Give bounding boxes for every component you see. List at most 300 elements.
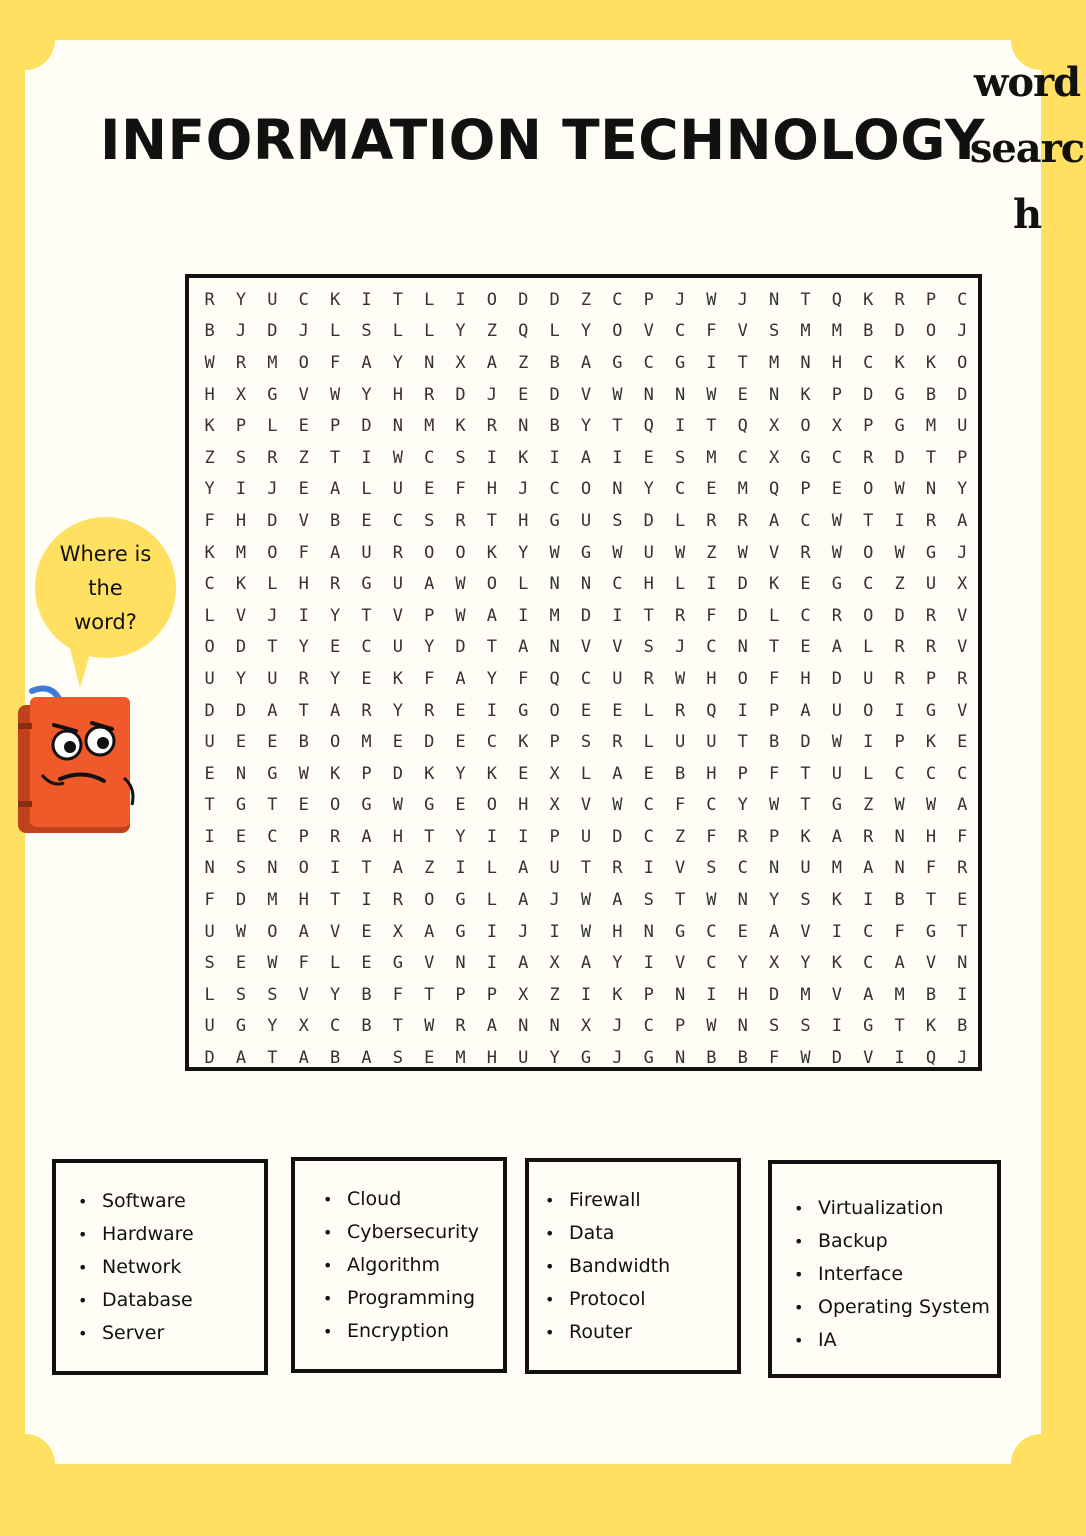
grid-letter[interactable]: T <box>674 890 686 911</box>
grid-letter[interactable]: K <box>925 1016 937 1037</box>
grid-letter[interactable]: C <box>329 1016 341 1037</box>
grid-letter[interactable]: O <box>612 321 623 342</box>
grid-letter[interactable]: L <box>392 321 403 342</box>
grid-letter[interactable]: C <box>392 510 403 531</box>
grid-letter[interactable]: I <box>549 447 560 468</box>
grid-letter[interactable]: D <box>831 1048 842 1069</box>
grid-letter[interactable]: B <box>769 732 780 753</box>
grid-letter[interactable]: I <box>455 289 466 310</box>
grid-letter[interactable]: O <box>925 321 937 342</box>
grid-letter[interactable]: K <box>518 447 529 468</box>
grid-letter[interactable]: F <box>674 795 686 816</box>
grid-letter[interactable]: Y <box>329 668 341 689</box>
grid-letter[interactable]: W <box>706 289 717 310</box>
grid-letter[interactable]: Q <box>737 416 748 437</box>
grid-letter[interactable]: P <box>643 984 654 1005</box>
grid-letter[interactable]: S <box>361 321 372 342</box>
grid-letter[interactable]: R <box>957 668 968 689</box>
grid-letter[interactable]: P <box>455 984 466 1005</box>
grid-letter[interactable]: B <box>674 763 686 784</box>
grid-letter[interactable]: A <box>361 826 372 847</box>
grid-letter[interactable]: K <box>831 890 842 911</box>
grid-letter[interactable]: H <box>392 384 403 405</box>
grid-letter[interactable]: W <box>424 1016 435 1037</box>
grid-letter[interactable]: I <box>580 984 592 1005</box>
grid-letter[interactable]: Y <box>737 795 748 816</box>
grid-letter[interactable]: E <box>235 953 247 974</box>
grid-letter[interactable]: Z <box>580 289 592 310</box>
grid-letter[interactable]: T <box>204 795 215 816</box>
grid-letter[interactable]: R <box>361 700 372 721</box>
grid-letter[interactable]: K <box>329 289 341 310</box>
grid-letter[interactable]: O <box>800 416 811 437</box>
grid-letter[interactable]: I <box>361 447 372 468</box>
grid-letter[interactable]: R <box>392 542 403 563</box>
grid-letter[interactable]: X <box>957 574 968 595</box>
grid-letter[interactable]: S <box>204 953 215 974</box>
grid-letter[interactable]: U <box>204 732 215 753</box>
grid-letter[interactable]: T <box>267 795 278 816</box>
grid-letter[interactable]: V <box>392 605 403 626</box>
grid-letter[interactable]: U <box>267 289 278 310</box>
grid-letter[interactable]: D <box>424 732 435 753</box>
grid-letter[interactable]: F <box>706 605 717 626</box>
grid-letter[interactable]: K <box>392 668 403 689</box>
grid-letter[interactable]: L <box>643 700 654 721</box>
grid-letter[interactable]: I <box>486 700 498 721</box>
grid-letter[interactable]: T <box>706 416 717 437</box>
grid-letter[interactable]: C <box>486 732 498 753</box>
grid-letter[interactable]: X <box>298 1016 309 1037</box>
grid-letter[interactable]: D <box>267 510 278 531</box>
grid-letter[interactable]: F <box>204 890 215 911</box>
grid-letter[interactable]: C <box>549 479 560 500</box>
grid-letter[interactable]: Y <box>267 1016 278 1037</box>
grid-letter[interactable]: P <box>737 763 748 784</box>
grid-letter[interactable]: Y <box>361 384 372 405</box>
grid-letter[interactable]: J <box>957 542 968 563</box>
grid-letter[interactable]: C <box>643 352 654 373</box>
grid-letter[interactable]: U <box>674 732 686 753</box>
grid-letter[interactable]: O <box>424 542 435 563</box>
grid-letter[interactable]: Y <box>612 953 623 974</box>
grid-letter[interactable]: D <box>737 574 748 595</box>
grid-letter[interactable]: U <box>957 416 968 437</box>
grid-letter[interactable]: W <box>769 795 780 816</box>
grid-letter[interactable]: L <box>643 732 654 753</box>
grid-letter[interactable]: C <box>863 352 874 373</box>
grid-letter[interactable]: N <box>674 1048 686 1069</box>
grid-letter[interactable]: U <box>925 574 937 595</box>
grid-letter[interactable]: D <box>518 289 529 310</box>
grid-letter[interactable]: J <box>298 321 309 342</box>
grid-letter[interactable]: O <box>267 921 278 942</box>
grid-letter[interactable]: O <box>329 795 341 816</box>
grid-letter[interactable]: N <box>518 416 529 437</box>
grid-letter[interactable]: N <box>455 953 466 974</box>
grid-letter[interactable]: S <box>392 1048 403 1069</box>
grid-letter[interactable]: A <box>329 479 341 500</box>
grid-letter[interactable]: M <box>737 479 748 500</box>
grid-letter[interactable]: Y <box>549 1048 560 1069</box>
grid-letter[interactable]: E <box>204 763 215 784</box>
grid-letter[interactable]: E <box>267 732 278 753</box>
grid-letter[interactable]: F <box>392 984 403 1005</box>
grid-letter[interactable]: P <box>643 289 654 310</box>
grid-letter[interactable]: Y <box>298 637 309 658</box>
grid-letter[interactable]: U <box>204 668 215 689</box>
grid-letter[interactable]: U <box>392 637 403 658</box>
grid-letter[interactable]: F <box>298 953 309 974</box>
grid-letter[interactable]: I <box>298 605 309 626</box>
grid-letter[interactable]: G <box>643 1048 654 1069</box>
grid-letter[interactable]: Q <box>518 321 529 342</box>
grid-letter[interactable]: C <box>800 510 811 531</box>
grid-letter[interactable]: H <box>235 510 247 531</box>
grid-letter[interactable]: I <box>894 1048 905 1069</box>
grid-letter[interactable]: V <box>298 510 309 531</box>
grid-letter[interactable]: U <box>580 510 592 531</box>
grid-letter[interactable]: B <box>549 352 560 373</box>
grid-letter[interactable]: I <box>612 605 623 626</box>
grid-letter[interactable]: L <box>863 637 874 658</box>
grid-letter[interactable]: E <box>800 574 811 595</box>
grid-letter[interactable]: A <box>580 352 592 373</box>
grid-letter[interactable]: E <box>612 700 623 721</box>
grid-letter[interactable]: O <box>329 732 341 753</box>
grid-letter[interactable]: H <box>643 574 654 595</box>
grid-letter[interactable]: N <box>549 637 560 658</box>
grid-letter[interactable]: W <box>674 542 686 563</box>
grid-letter[interactable]: I <box>549 921 560 942</box>
grid-letter[interactable]: D <box>643 510 654 531</box>
grid-letter[interactable]: G <box>925 542 937 563</box>
grid-letter[interactable]: W <box>674 668 686 689</box>
grid-letter[interactable]: T <box>800 795 811 816</box>
grid-letter[interactable]: A <box>612 890 623 911</box>
grid-letter[interactable]: B <box>361 1016 372 1037</box>
grid-letter[interactable]: R <box>831 605 842 626</box>
grid-letter[interactable]: C <box>863 574 874 595</box>
grid-letter[interactable]: R <box>863 826 874 847</box>
grid-letter[interactable]: G <box>800 447 811 468</box>
grid-letter[interactable]: H <box>706 668 717 689</box>
grid-letter[interactable]: S <box>612 510 623 531</box>
grid-letter[interactable]: T <box>424 984 435 1005</box>
grid-letter[interactable]: F <box>455 479 466 500</box>
grid-letter[interactable]: P <box>863 416 874 437</box>
grid-letter[interactable]: Y <box>580 321 592 342</box>
grid-letter[interactable]: D <box>204 700 215 721</box>
grid-letter[interactable]: B <box>925 984 937 1005</box>
grid-letter[interactable]: P <box>925 289 937 310</box>
grid-letter[interactable]: N <box>549 1016 560 1037</box>
grid-letter[interactable]: C <box>643 1016 654 1037</box>
grid-letter[interactable]: Q <box>769 479 780 500</box>
grid-letter[interactable]: U <box>831 763 842 784</box>
grid-letter[interactable]: W <box>235 921 247 942</box>
grid-letter[interactable]: T <box>361 605 372 626</box>
grid-letter[interactable]: W <box>612 795 623 816</box>
grid-letter[interactable]: A <box>518 953 529 974</box>
grid-letter[interactable]: N <box>424 352 435 373</box>
grid-letter[interactable]: R <box>612 732 623 753</box>
grid-letter[interactable]: R <box>800 542 811 563</box>
grid-letter[interactable]: L <box>329 321 341 342</box>
grid-letter[interactable]: W <box>455 605 466 626</box>
grid-letter[interactable]: V <box>612 637 623 658</box>
grid-letter[interactable]: R <box>329 574 341 595</box>
grid-letter[interactable]: S <box>235 858 247 879</box>
grid-letter[interactable]: L <box>486 858 498 879</box>
grid-letter[interactable]: A <box>486 1016 498 1037</box>
grid-letter[interactable]: G <box>674 352 686 373</box>
grid-letter[interactable]: N <box>674 984 686 1005</box>
grid-letter[interactable]: O <box>455 542 466 563</box>
grid-letter[interactable]: R <box>329 826 341 847</box>
grid-letter[interactable]: M <box>800 321 811 342</box>
grid-letter[interactable]: W <box>580 921 592 942</box>
grid-letter[interactable]: F <box>298 542 309 563</box>
grid-letter[interactable]: Y <box>424 637 435 658</box>
grid-letter[interactable]: E <box>518 763 529 784</box>
grid-letter[interactable]: S <box>235 447 247 468</box>
grid-letter[interactable]: I <box>863 732 874 753</box>
grid-letter[interactable]: B <box>706 1048 717 1069</box>
grid-letter[interactable]: T <box>486 637 498 658</box>
grid-letter[interactable]: F <box>894 921 905 942</box>
grid-letter[interactable]: V <box>674 953 686 974</box>
grid-letter[interactable]: F <box>769 668 780 689</box>
grid-letter[interactable]: J <box>957 321 968 342</box>
grid-letter[interactable]: N <box>800 352 811 373</box>
grid-letter[interactable]: S <box>455 447 466 468</box>
grid-letter[interactable]: T <box>894 1016 905 1037</box>
grid-letter[interactable]: W <box>894 542 905 563</box>
grid-letter[interactable]: I <box>894 700 905 721</box>
grid-letter[interactable]: H <box>392 826 403 847</box>
grid-letter[interactable]: Y <box>643 479 654 500</box>
grid-letter[interactable]: Q <box>925 1048 937 1069</box>
grid-letter[interactable]: U <box>643 542 654 563</box>
grid-letter[interactable]: E <box>361 510 372 531</box>
grid-letter[interactable]: G <box>894 384 905 405</box>
grid-letter[interactable]: A <box>267 700 278 721</box>
grid-letter[interactable]: C <box>831 447 842 468</box>
grid-letter[interactable]: W <box>267 953 278 974</box>
grid-letter[interactable]: H <box>831 352 842 373</box>
grid-letter[interactable]: D <box>392 763 403 784</box>
grid-letter[interactable]: B <box>549 416 560 437</box>
grid-letter[interactable]: E <box>329 637 341 658</box>
grid-letter[interactable]: D <box>612 826 623 847</box>
grid-letter[interactable]: A <box>486 605 498 626</box>
grid-letter[interactable]: W <box>612 384 623 405</box>
grid-letter[interactable]: T <box>267 1048 278 1069</box>
grid-letter[interactable]: T <box>800 763 811 784</box>
grid-letter[interactable]: E <box>298 795 309 816</box>
grid-letter[interactable]: P <box>800 479 811 500</box>
grid-letter[interactable]: Y <box>329 984 341 1005</box>
grid-letter[interactable]: V <box>957 700 968 721</box>
grid-letter[interactable]: E <box>361 953 372 974</box>
grid-letter[interactable]: Z <box>298 447 309 468</box>
grid-letter[interactable]: C <box>298 289 309 310</box>
grid-letter[interactable]: S <box>580 732 592 753</box>
grid-letter[interactable]: L <box>486 890 498 911</box>
grid-letter[interactable]: L <box>674 510 686 531</box>
grid-letter[interactable]: J <box>957 1048 968 1069</box>
grid-letter[interactable]: Y <box>235 289 247 310</box>
grid-letter[interactable]: J <box>518 479 529 500</box>
grid-letter[interactable]: L <box>424 289 435 310</box>
grid-letter[interactable]: V <box>580 384 592 405</box>
grid-letter[interactable]: C <box>800 605 811 626</box>
grid-letter[interactable]: R <box>957 858 968 879</box>
grid-letter[interactable]: Y <box>737 953 748 974</box>
grid-letter[interactable]: G <box>831 574 842 595</box>
grid-letter[interactable]: H <box>298 574 309 595</box>
grid-letter[interactable]: D <box>549 384 560 405</box>
grid-letter[interactable]: M <box>361 732 372 753</box>
grid-letter[interactable]: H <box>706 763 717 784</box>
grid-letter[interactable]: E <box>235 732 247 753</box>
grid-letter[interactable]: C <box>925 763 937 784</box>
grid-letter[interactable]: K <box>204 416 215 437</box>
grid-letter[interactable]: M <box>549 605 560 626</box>
grid-letter[interactable]: O <box>486 574 498 595</box>
grid-letter[interactable]: H <box>518 795 529 816</box>
grid-letter[interactable]: J <box>612 1016 623 1037</box>
grid-letter[interactable]: B <box>925 384 937 405</box>
grid-letter[interactable]: F <box>518 668 529 689</box>
grid-letter[interactable]: O <box>580 479 592 500</box>
grid-letter[interactable]: P <box>769 826 780 847</box>
grid-letter[interactable]: U <box>204 1016 215 1037</box>
grid-letter[interactable]: Y <box>392 352 403 373</box>
grid-letter[interactable]: V <box>329 921 341 942</box>
grid-letter[interactable]: E <box>737 921 748 942</box>
grid-letter[interactable]: J <box>518 921 529 942</box>
grid-letter[interactable]: D <box>204 1048 215 1069</box>
grid-letter[interactable]: G <box>925 921 937 942</box>
grid-letter[interactable]: T <box>800 289 811 310</box>
grid-letter[interactable]: Z <box>518 352 529 373</box>
grid-letter[interactable]: C <box>643 795 654 816</box>
grid-letter[interactable]: L <box>267 416 278 437</box>
grid-letter[interactable]: W <box>800 1048 811 1069</box>
grid-letter[interactable]: A <box>894 953 905 974</box>
grid-letter[interactable]: X <box>769 447 780 468</box>
grid-letter[interactable]: A <box>455 668 466 689</box>
grid-letter[interactable]: Y <box>518 542 529 563</box>
grid-letter[interactable]: Y <box>769 890 780 911</box>
grid-letter[interactable]: I <box>518 826 529 847</box>
grid-letter[interactable]: K <box>925 352 937 373</box>
grid-letter[interactable]: N <box>769 384 780 405</box>
grid-letter[interactable]: A <box>329 700 341 721</box>
grid-letter[interactable]: I <box>643 858 654 879</box>
grid-letter[interactable]: C <box>957 763 968 784</box>
grid-letter[interactable]: S <box>424 510 435 531</box>
grid-letter[interactable]: T <box>925 890 937 911</box>
grid-letter[interactable]: U <box>392 479 403 500</box>
grid-letter[interactable]: W <box>392 447 403 468</box>
grid-letter[interactable]: H <box>298 890 309 911</box>
grid-letter[interactable]: D <box>235 890 247 911</box>
grid-letter[interactable]: A <box>831 637 842 658</box>
grid-letter[interactable]: S <box>643 637 654 658</box>
grid-letter[interactable]: O <box>863 605 874 626</box>
grid-letter[interactable]: Z <box>894 574 905 595</box>
grid-letter[interactable]: G <box>674 921 686 942</box>
grid-letter[interactable]: K <box>455 416 466 437</box>
grid-letter[interactable]: K <box>329 763 341 784</box>
grid-letter[interactable]: K <box>800 826 811 847</box>
grid-letter[interactable]: L <box>674 574 686 595</box>
grid-letter[interactable]: Z <box>674 826 686 847</box>
grid-letter[interactable]: A <box>361 1048 372 1069</box>
grid-letter[interactable]: R <box>612 858 623 879</box>
grid-letter[interactable]: U <box>204 921 215 942</box>
grid-letter[interactable]: X <box>769 416 780 437</box>
grid-letter[interactable]: E <box>580 700 592 721</box>
grid-letter[interactable]: I <box>737 700 748 721</box>
grid-letter[interactable]: F <box>329 352 341 373</box>
grid-letter[interactable]: Y <box>392 700 403 721</box>
grid-letter[interactable]: R <box>298 668 309 689</box>
grid-letter[interactable]: O <box>298 352 309 373</box>
grid-letter[interactable]: E <box>424 1048 435 1069</box>
grid-letter[interactable]: O <box>863 542 874 563</box>
grid-letter[interactable]: I <box>831 1016 842 1037</box>
grid-letter[interactable]: H <box>925 826 937 847</box>
grid-letter[interactable]: M <box>831 858 842 879</box>
grid-letter[interactable]: V <box>643 321 654 342</box>
grid-letter[interactable]: R <box>737 826 748 847</box>
grid-letter[interactable]: D <box>549 289 560 310</box>
grid-letter[interactable]: S <box>769 321 780 342</box>
grid-letter[interactable]: N <box>769 289 780 310</box>
grid-letter[interactable]: A <box>957 510 968 531</box>
grid-letter[interactable]: O <box>204 637 215 658</box>
grid-letter[interactable]: H <box>518 510 529 531</box>
grid-letter[interactable]: A <box>235 1048 247 1069</box>
grid-letter[interactable]: V <box>863 1048 874 1069</box>
grid-letter[interactable]: R <box>737 510 748 531</box>
grid-letter[interactable]: X <box>235 384 247 405</box>
grid-letter[interactable]: C <box>424 447 435 468</box>
grid-letter[interactable]: Z <box>863 795 874 816</box>
grid-letter[interactable]: V <box>925 953 937 974</box>
grid-letter[interactable]: U <box>612 668 623 689</box>
grid-letter[interactable]: D <box>800 732 811 753</box>
grid-letter[interactable]: S <box>235 984 247 1005</box>
grid-letter[interactable]: Y <box>800 953 811 974</box>
grid-letter[interactable]: C <box>957 289 968 310</box>
grid-letter[interactable]: W <box>831 732 842 753</box>
grid-letter[interactable]: G <box>925 700 937 721</box>
grid-letter[interactable]: E <box>800 637 811 658</box>
grid-letter[interactable]: P <box>894 732 905 753</box>
grid-letter[interactable]: S <box>800 890 811 911</box>
grid-letter[interactable]: N <box>925 479 937 500</box>
grid-letter[interactable]: W <box>455 574 466 595</box>
grid-letter[interactable]: U <box>580 826 592 847</box>
grid-letter[interactable]: K <box>235 574 247 595</box>
grid-letter[interactable]: W <box>549 542 560 563</box>
grid-letter[interactable]: P <box>549 732 560 753</box>
